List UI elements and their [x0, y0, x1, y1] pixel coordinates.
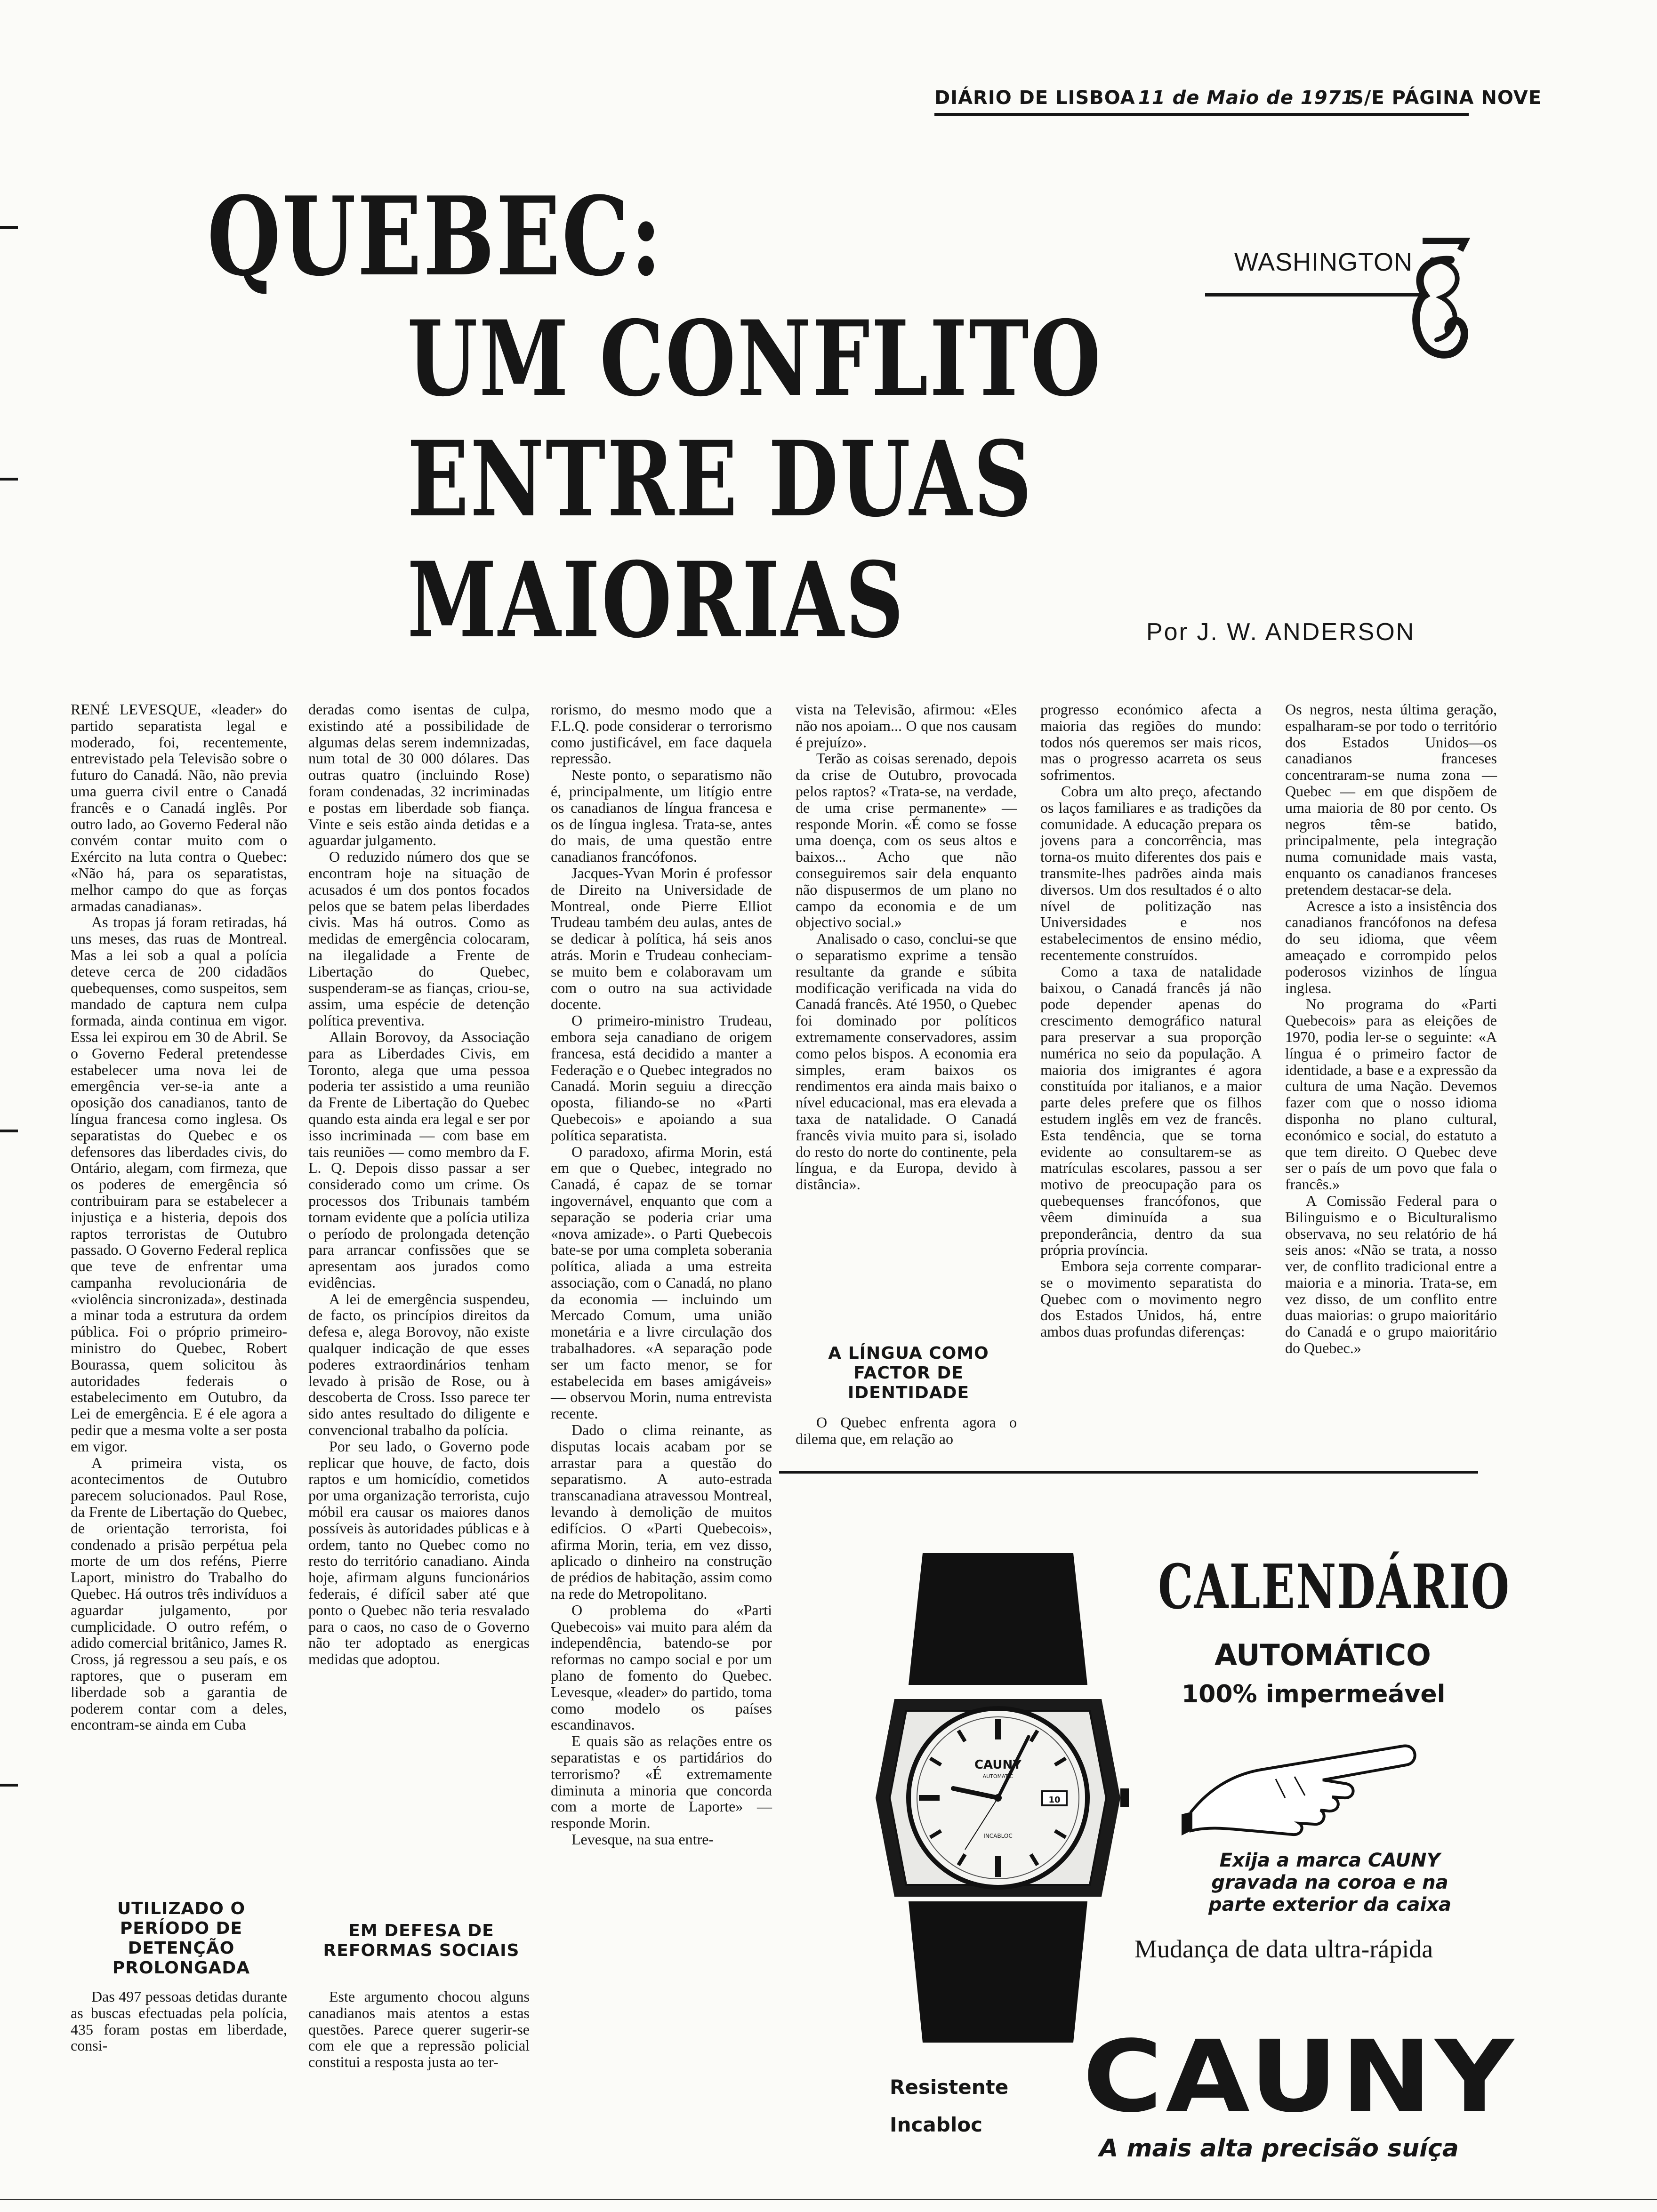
article-column-1-tail — [71, 1988, 287, 2059]
headline-line-1: QUEBEC: — [207, 173, 663, 300]
dial-subtitle: AUTOMATIC — [982, 1773, 1014, 1779]
section-rule — [1205, 293, 1422, 297]
article-column-3 — [551, 701, 772, 2061]
headline-line-3: ENTRE DUAS — [407, 418, 1033, 540]
headline-line-4: MAIORIAS — [407, 539, 905, 661]
article-column-1 — [71, 701, 287, 1890]
subheading: A LÍNGUA COMO FACTOR DE IDENTIDADE — [828, 1344, 989, 1403]
headline-line-2: UM CONFLITO — [407, 297, 1102, 419]
edge-mark — [0, 478, 18, 481]
paragraph: No programa do «Parti Quebecois» para as eleições de 1970, podia ler-se o seguinte: «A língua é o primeiro factor de identidade, a base e a expressão da cultura de uma Nação. Devemos fazer com que o nosso idioma disponha no plano cultural, económico e social, do estatuto a que tem direito. O Quebec deve ser o país de um povo que fala o francês.» — [1285, 995, 1497, 1193]
paragraph: A primeira vista, os acontecimentos de Outubro parecem solucionados. Paul Rose, da Frente de Libertação do Quebec, de orientação terrorista, foi condenado a prisão perpétua pela morte de um dos reféns, Pierre Laport, ministro do Trabalho do Quebec. Há outros três indivíduos a aguardar julgamento, por cumplicidade. O outro refém, o adido comercial britânico, James R. Cross, já regressou a seu país, e os raptores, que o puseram em liberdade sob a garantia de poderem contar com a deles, encontram-se ainda em Cuba — [71, 1454, 287, 1733]
ad-slogan: A mais alta precisão suíça — [1099, 2134, 1459, 2163]
section-label: WASHINGTON — [1234, 248, 1413, 276]
byline: Por J. W. ANDERSON — [1146, 618, 1416, 646]
paragraph: Este argumento chocou alguns canadianos mais atentos a estas questões. Parece querer sugerir-se com ele que a repressão policial constitui a resposta justa ao ter- — [308, 1988, 530, 2071]
paragraph: Terão as coisas serenado, depois da crise de Outubro, provocada pelos raptos? «Trata-se, na verdade, de uma crise permanente» — responde Morin. «É como se fosse uma doença, com os seus altos e baixos... Acho que não conseguiremos sair dela enquanto não dispusermos de um plano no campo da economia e de um objectivo social.» — [796, 750, 1017, 931]
paragraph: progresso económico afecta a maioria das regiões do mundo: todos nós queremos ser mais ricos, mas o progresso acarreta os seus sofrimentos. — [1040, 701, 1262, 784]
ad-feature-resistant: Resistente — [890, 2076, 1009, 2099]
ad-feature-incabloc: Incabloc — [890, 2113, 982, 2136]
paragraph: Por seu lado, o Governo pode replicar que houve, de facto, dois raptos e um homicídio, cometidos por uma organização terrorista, cujo móbil era causar os maiores danos possíveis às autoridades públicas e à ordem, tanto no Quebec como no resto do território canadiano. Ainda hoje, afirmam alguns funcionários federais, é difícil saber até que ponto o Quebec não teria resvalado para o caos, no caso de o Governo não ter adoptado as energicas medidas que adoptou. — [308, 1437, 530, 1668]
paragraph: A lei de emergência suspendeu, de facto, os princípios direitos da defesa e, alega Borovoy, não existe qualquer indicação de que esses poderes extraordinários tenham levado à prisão de Rose, ou à descoberta de Cross. Isso parece ter sido antes resultado do diligente e convencional trabalho da polícia. — [308, 1290, 530, 1439]
article-column-5 — [1040, 701, 1262, 1454]
paragraph: Das 497 pessoas detidas durante as buscas efectuadas pela polícia, 435 foram postas em liberdade, consi- — [71, 1988, 287, 2054]
ad-demand-text: Exija a marca CAUNY gravada na coroa e na parte exterior da caixa — [1208, 1850, 1452, 1915]
washington-emblem-icon — [1404, 232, 1474, 387]
paragraph: Os negros, nesta última geração, espalharam-se por todo o território dos Estados Unidos—os canadianos franceses concentraram-se numa zona — Quebec — em que dispõem de uma maioria de 80 por cento. Os negros têm-se batido, principalmente, pela integração numa comunidade mais vasta, enquanto os canadianos franceses pretendem destacar-se dela. — [1285, 701, 1497, 898]
edge-mark — [0, 1130, 18, 1132]
paragraph: Analisado o caso, conclui-se que o separatismo exprime a tensão resultante da grande e súbita modificação verificada na vida do Canadá francês. Até 1950, o Quebec foi dominado por políticos extremamente conservadores, assim como pelos bispos. A economia era simples, eram baixos os rendimentos era ainda mais baixo o nível educacional, mas era elevada a taxa de natalidade. O Canadá francês vivia muito para si, isolado do resto do norte do continente, pela língua, e da Europa, devido à distância». — [796, 930, 1017, 1193]
paragraph: Acresce a isto a insistência dos canadianos francófonos na defesa do seu idioma, que vêem ameaçado e corrompido pelos poderosos vizinhos de língua inglesa. — [1285, 897, 1497, 996]
date-window: 10 — [1048, 1795, 1061, 1805]
dial-incabloc: INCABLOC — [983, 1833, 1013, 1839]
header-rule — [934, 113, 1469, 116]
ad-top-rule — [779, 1471, 1478, 1474]
ad-subtitle: AUTOMÁTICO — [1215, 1638, 1431, 1672]
page-number: S/E PÁGINA NOVE — [1350, 87, 1542, 109]
paragraph: Dado o clima reinante, as disputas locais acabam por se arrastar para a questão do separatismo. A auto-estrada transcanadiana atravessou Montreal, levando à demolição de muitos edifícios. O «Parti Quebecois», afirma Morin, teria, em vez disso, aplicado o dinheiro na construção de prédios de habitação, assim como na rede do Metropolitano. — [551, 1421, 772, 1603]
pointing-hand-icon — [1182, 1718, 1426, 1840]
paragraph: O reduzido número dos que se encontram hoje na situação de acusados é um dos pontos focados pelos que se batem pelas liberdades civis. Mas há outros. Como as medidas de emergência colocaram, na ilegalidade a Frente de Libertação do Quebec, suspenderam-se as fianças, criou-se, assim, uma espécie de detenção política preventiva. — [308, 848, 530, 1029]
paragraph: rorismo, do mesmo modo que a F.L.Q. pode considerar o terrorismo como justificável, em face daquela repressão. — [551, 701, 772, 767]
edge-mark — [0, 1784, 18, 1787]
paragraph: deradas como isentas de culpa, existindo até a possibilidade de algumas delas serem indemnizadas, num total de 30 000 dólares. Das outras quatro (incluindo Rose) foram condenadas, 32 incriminadas e postas em liberdade sob fiança. Vinte e seis estão ainda detidas e a aguardar julgamento. — [308, 701, 530, 849]
paragraph: Jacques-Yvan Morin é professor de Direito na Universidade de Montreal, onde Pierre Elliot Trudeau também deu aulas, antes de se dedicar à política, há seis anos atrás. Morin e Trudeau conheciam-se muito bem e colaboravam um com o outro na sua actividade docente. — [551, 864, 772, 1013]
issue-date: 11 de Maio de 1971 — [1138, 87, 1355, 109]
paragraph: Levesque, na sua entre- — [571, 1830, 714, 1848]
paragraph: O paradoxo, afirma Morin, está em que o Quebec, integrado no Canadá, é capaz de se tornar ingovernável, enquanto que com a separação se poderia criar uma «nova amizade». o Parti Quebecois bate-se por uma completa soberania política, aliada a uma estreita associação, com o Canadá, no plano da economia — incluindo um Mercado Comum, uma união monetária e a livre circulação dos trabalhadores. «A separação pode ser um facto menor, se for estabelecida em bases amigáveis» — observou Morin, numa entrevista recente. — [551, 1143, 772, 1422]
paragraph: O primeiro-ministro Trudeau, embora seja canadiano de origem francesa, está decidido a manter a Federação e o Quebec integrados no Canadá. Morin seguiu a direcção oposta, filiando-se no «Parti Quebecois» e apoiando a sua política separatista. — [551, 1012, 772, 1144]
paragraph: Como a taxa de natalidade baixou, o Canadá francês já não pode depender apenas do crescimento demográfico natural para preservar a sua proporção numérica no seio da população. A maioria dos imigrantes é agora constituída por italianos, e a maior parte deles prefere que os filhos estudem inglês em vez de francês. Esta tendência, que se torna evidente ao consultarem-se as matrículas escolares, passou a ser motivo de preocupação para os quebequenses francófonos, que vêem diminuída a sua preponderância, dentro da sua própria província. — [1040, 962, 1262, 1258]
ad-waterproof: 100% impermeável — [1182, 1680, 1446, 1708]
article-column-6 — [1285, 701, 1497, 1454]
wristwatch-illustration — [866, 1544, 1130, 2052]
page-bottom-rule — [0, 2199, 1657, 2200]
article-column-4 — [796, 701, 1017, 1325]
ad-title: CALENDÁRIO — [1158, 1551, 1511, 1623]
subheading: EM DEFESA DE REFORMAS SOCIAIS — [323, 1921, 520, 1960]
article-column-2 — [308, 701, 530, 1913]
dial-brand: CAUNY — [974, 1758, 1022, 1772]
ad-date-change: Mudança de data ultra-rápida — [1134, 1935, 1433, 1963]
paragraph: A Comissão Federal para o Bilinguismo e o Biculturalismo observava, no seu relatório de há seis anos: «Não se trata, a nosso ver, de conflito tradicional entre a maioria e a minoria. Trata-se, em vez disso, de um conflito entre duas maiorias: o grupo maioritário do Canadá e o grupo maioritário do Quebec.» — [1285, 1192, 1497, 1357]
article-column-4-tail — [796, 1414, 1017, 1450]
paragraph: O problema do «Parti Quebecois» vai muito para além da independência, batendo-se por reformas no campo social e por um plano de fomento do Quebec. Levesque, «leader» do partido, toma como modelo os países escandinavos. — [551, 1601, 772, 1733]
publication-name: DIÁRIO DE LISBOA — [934, 87, 1135, 109]
paragraph: E quais são as relações entre os separatistas e os partidários do terrorismo? «É extremamente diminuta a minoria que concorda com a morte de Laporte» — responde Morin. — [551, 1732, 772, 1832]
paragraph: vista na Televisão, afirmou: «Eles não nos apoiam... O que nos causam é prejuízo». — [796, 701, 1017, 751]
paragraph: O Quebec enfrenta agora o dilema que, em relação ao — [796, 1414, 1017, 1447]
paragraph: Embora seja corrente comparar-se o movimento separatista do Quebec com o movimento negro dos Estados Unidos, há, entre ambos duas profundas diferenças: — [1040, 1258, 1262, 1340]
subheading: UTILIZADO O PERÍODO DE DETENÇÃO PROLONGADA — [112, 1899, 250, 1978]
paragraph: Neste ponto, o separatismo não é, principalmente, um litígio entre os canadianos de língua francesa e os de língua inglesa. Trata-se, antes do mais, de uma questão entre canadianos francófonos. — [551, 766, 772, 866]
article-column-2-tail — [308, 1988, 530, 2071]
paragraph: Cobra um alto preço, afectando os laços familiares e as tradições da comunidade. A educação prepara os jovens para a concorrência, mas torna-os muito diferentes dos pais e transmite-lhes padrões ainda mais diversos. Um dos resultados é o alto nível de politização nas Universidades e nos estabelecimentos de ensino médio, recentemente construídos. — [1040, 782, 1262, 963]
paragraph: As tropas já foram retiradas, há uns meses, das ruas de Montreal. Mas a lei sob a qual a polícia deteve cerca de 200 cidadãos quebequenses, como suspeitos, sem mandado de captura nem culpa formada, ainda continua em vigor. Essa lei expirou em 30 de Abril. Se o Governo Federal pretendesse estabelecer uma nova lei de emergência ver-se-ia ante a oposição dos canadianos, tanto de língua francesa como inglesa. Os separatistas do Quebec e os defensores das liberdades civis, do Ontário, alegam, com firmeza, que os poderes de emergência só contribuiram para se estabelecer a injustiça e a histeria, depois dos raptos terroristas de Outubro passado. O Governo Federal replica que teve de enfrentar uma campanha revolucionária de «violência sincronizada», destinada a minar toda a estrutura da ordem pública. Foi o próprio primeiro-ministro do Quebec, Robert Bourassa, quem solicitou às autoridades federais o estabelecimento em Outubro, da Lei de emergência. E é ele agora a pedir que a mesma volte a ser posta em vigor. — [71, 914, 287, 1455]
edge-mark — [0, 226, 18, 229]
ad-brand-logo: CAUNY — [1083, 2019, 1517, 2134]
paragraph: RENÉ LEVESQUE, «leader» do partido separatista legal e moderado, foi, recentemente, entrevistado pela Televisão sobre o futuro do Canadá. Não, não previa uma guerra civil entre o Canadá francês e o Canadá inglês. Por outro lado, ao Governo Federal não convém contar muito com o Exército na luta contra o Quebec: «Não há, para os separatistas, melhor campo do que as forças armadas canadianas». — [71, 701, 287, 914]
paragraph: Allain Borovoy, da Associação para as Liberdades Civis, em Toronto, alega que uma pessoa poderia ter assistido a uma reunião da Frente de Libertação do Quebec quando esta ainda era legal e ser por isso incriminada — com base em tais reuniões — como membro da F. L. Q. Depois disso passar a ser considerado como um crime. Os processos dos Tribunais também tornam evidente que a polícia utiliza o período de prolongada detenção para arrancar confissões que se apresentam aos jurados como evidências. — [308, 1028, 530, 1291]
